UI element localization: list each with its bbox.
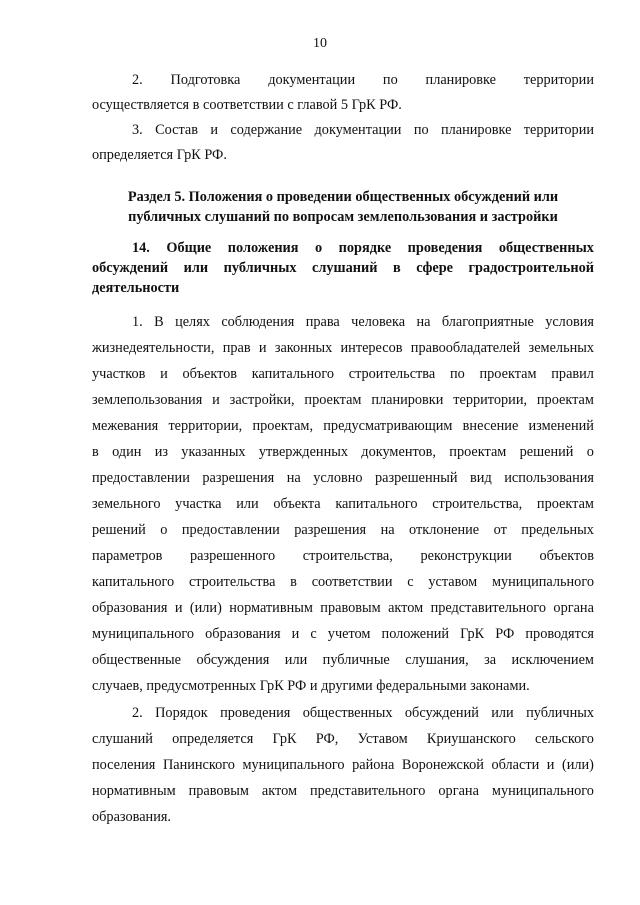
para-1-line-3: участков и объектов капитального строительства по проектам правил xyxy=(92,366,594,382)
para-1-line-2: жизнедеятельности, прав и законных интересов правообладателей земельных xyxy=(92,340,594,356)
para-1-line-14: общественные обсуждения или публичные слушания, за исключением xyxy=(92,652,594,668)
para-1-line-6: в один из указанных утвержденных документов, проектам решений о xyxy=(92,444,594,460)
article-heading-line-3: деятельности xyxy=(92,280,180,296)
para-1-line-4: землепользования и застройки, проектам планировки территории, проектам xyxy=(92,392,594,408)
para-2-line-4: нормативным правовым актом представительного органа муниципального xyxy=(92,783,594,799)
para-2-line-3: поселения Панинского муниципального района Воронежской области и (или) xyxy=(92,757,594,773)
item-3-line-1: 3. Состав и содержание документации по планировке территории xyxy=(132,122,594,138)
section-heading-line-2: публичных слушаний по вопросам землепользования и застройки xyxy=(128,209,558,225)
page-number: 10 xyxy=(313,36,327,51)
item-2-line-1: 2. Подготовка документации по планировке территории xyxy=(132,72,594,88)
para-1-line-7: предоставлении разрешения на условно разрешенный вид использования xyxy=(92,470,594,486)
section-heading-line-1: Раздел 5. Положения о проведении общественных обсуждений или xyxy=(127,189,559,205)
para-1-line-13: муниципального образования и с учетом положений ГрК РФ проводятся xyxy=(92,626,594,642)
article-heading-line-1: 14. Общие положения о порядке проведения общественных xyxy=(132,240,594,256)
item-2-line-2: осуществляется в соответствии с главой 5 ГрК РФ. xyxy=(92,97,402,113)
para-2-line-5: образования. xyxy=(92,809,171,825)
item-3-line-2: определяется ГрК РФ. xyxy=(92,147,227,163)
para-1-line-8: земельного участка или объекта капитального строительства, проектам xyxy=(92,496,594,512)
para-1-line-12: образования и (или) нормативным правовым актом представительного органа xyxy=(92,600,594,616)
para-1-line-9: решений о предоставлении разрешения на отклонение от предельных xyxy=(92,522,594,538)
para-2-line-2: слушаний определяется ГрК РФ, Уставом Криушанского сельского xyxy=(92,731,594,747)
para-1-line-15: случаев, предусмотренных ГрК РФ и другими федеральными законами. xyxy=(92,678,530,694)
para-1-line-5: межевания территории, проектам, предусматривающим внесение изменений xyxy=(92,418,594,434)
para-2-line-1: 2. Порядок проведения общественных обсуждений или публичных xyxy=(132,705,594,721)
para-1-line-1: 1. В целях соблюдения права человека на благоприятные условия xyxy=(132,314,594,330)
para-1-line-11: капитального строительства в соответствии с уставом муниципального xyxy=(92,574,594,590)
article-heading-line-2: обсуждений или публичных слушаний в сфере градостроительной xyxy=(92,260,594,276)
para-1-line-10: параметров разрешенного строительства, реконструкции объектов xyxy=(92,548,594,564)
